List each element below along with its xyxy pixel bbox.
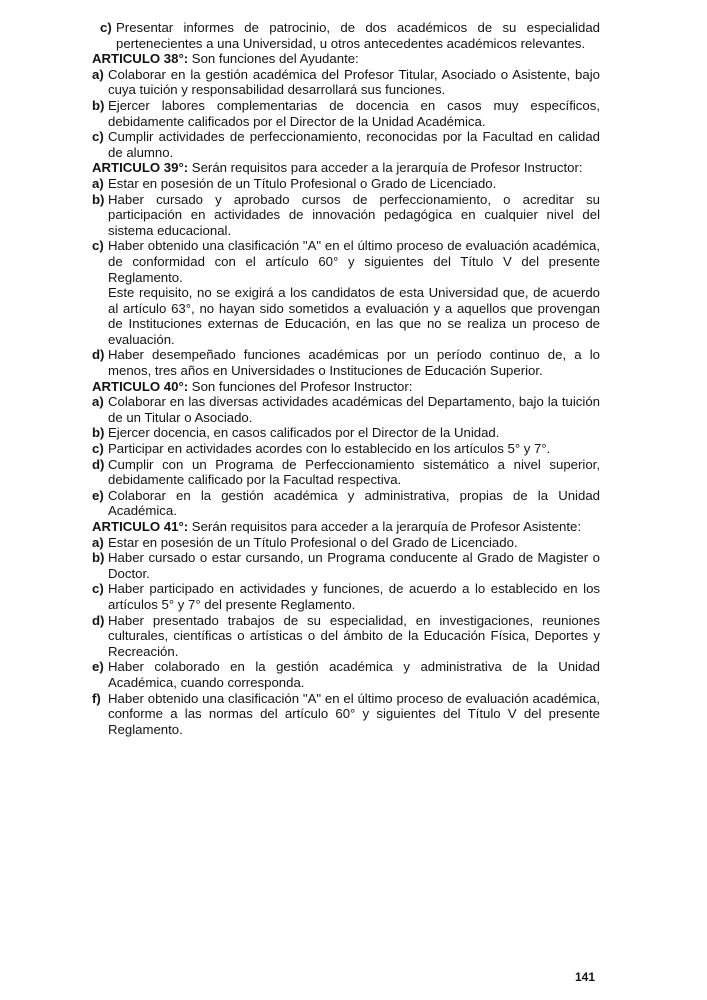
item-label: e): [92, 659, 104, 675]
list-item: [92, 535, 600, 551]
item-label: c): [92, 238, 104, 254]
item-text: Haber colaborado en la gestión académica y administrativa de la Unidad Académica, cuando corresponda.: [108, 659, 600, 690]
item-text: Haber presentado trabajos de su especialidad, en investigaciones, reuniones culturales, científicas o artísticas o del ámbito de la Educación Física, Deportes y Recreación.: [108, 612, 600, 659]
list-item: [92, 347, 600, 378]
article-intro: Son funciones del Ayudante:: [191, 51, 359, 67]
item-text: [108, 238, 600, 347]
article-39-heading: [92, 160, 600, 176]
item-label: d): [92, 612, 105, 628]
article-intro: Serán requisitos para acceder a la jerarquía de Profesor Asistente:: [191, 519, 582, 534]
list-item: [92, 691, 600, 738]
continuation-item: [92, 20, 600, 51]
item-extra-text: Este requisito, no se exigirá a los candidatos de esta Universidad que, de acuerdo al artículo 63°, no hayan sido sometidos a evaluación y a aquellos que provengan de Instituciones externas de Educación, en las que no se realiza un proceso de evaluación.: [108, 285, 600, 347]
item-label: b): [92, 425, 105, 441]
article-title: ARTICULO 39°:: [92, 160, 189, 176]
item-label: e): [92, 487, 104, 503]
list-item: [92, 488, 600, 519]
item-text: Haber participado en actividades y funciones, de acuerdo a lo establecido en los artículos 5° y 7° del presente Reglamento.: [108, 581, 600, 612]
page-number: 141: [575, 970, 596, 984]
list-item: [92, 550, 600, 581]
list-item: [92, 238, 600, 347]
item-text: Estar en posesión de un Título Profesional o del Grado de Licenciado.: [108, 534, 518, 550]
document-page: [92, 20, 600, 737]
list-item: [92, 192, 600, 239]
item-text: Ejercer labores complementarias de docencia en casos muy específicos, debidamente calificados por el Director de la Unidad Académica.: [108, 97, 600, 129]
list-item: [92, 659, 600, 690]
list-item: [92, 67, 600, 98]
list-item: [92, 581, 600, 612]
list-item: [92, 394, 600, 425]
list-item: [92, 425, 600, 441]
item-label: d): [92, 347, 105, 363]
article-intro: Son funciones del Profesor Instructor:: [191, 378, 413, 394]
item-text: Presentar informes de patrocinio, de dos académicos de su especialidad pertenecientes a una Universidad, u otros antecedentes académicos relevantes.: [116, 20, 600, 51]
list-item: [92, 129, 600, 160]
item-text: Participar en actividades acordes con lo establecido en los artículos 5° y 7°.: [108, 441, 551, 457]
article-40-heading: [92, 379, 600, 395]
item-text: Colaborar en la gestión académica y administrativa, propias de la Unidad Académica.: [108, 487, 600, 519]
item-text: Haber obtenido una clasificación "A" en el último proceso de evaluación académica, conforme a las normas del artículo 60° y siguientes del Título V del presente Reglamento.: [108, 690, 600, 737]
item-text: Estar en posesión de un Título Profesional o Grado de Licenciado.: [108, 175, 497, 191]
article-title: ARTICULO 41°:: [92, 519, 189, 534]
article-41-heading: [92, 519, 600, 535]
item-label: a): [92, 534, 104, 550]
item-text: Colaborar en la gestión académica del Profesor Titular, Asociado o Asistente, bajo cuya tuición y responsabilidad desarrollará sus funciones.: [108, 66, 600, 98]
item-label: c): [92, 441, 104, 457]
list-item: [92, 441, 600, 457]
item-label: a): [92, 394, 104, 410]
item-main-text: Haber obtenido una clasificación "A" en el último proceso de evaluación académica, de conformidad con el artículo 60° y siguientes del Título V del presente Reglamento.: [108, 238, 600, 285]
item-label: b): [92, 550, 105, 566]
list-item: [92, 176, 600, 192]
list-item: [92, 457, 600, 488]
article-intro: Serán requisitos para acceder a la jerarquía de Profesor Instructor:: [191, 160, 583, 176]
item-label: b): [92, 97, 105, 113]
item-text: Cumplir actividades de perfeccionamiento, reconocidas por la Facultad en calidad de alumno.: [108, 129, 600, 160]
list-item: [92, 613, 600, 660]
item-text: Colaborar en las diversas actividades académicas del Departamento, bajo la tuición de un Titular o Asociado.: [108, 394, 600, 425]
item-label: b): [92, 191, 105, 207]
list-item: [92, 98, 600, 129]
item-text: Haber cursado o estar cursando, un Programa conducente al Grado de Magister o Doctor.: [108, 550, 600, 581]
item-label: c): [92, 129, 104, 145]
item-text: Haber cursado y aprobado cursos de perfeccionamiento, o acreditar su participación en actividades de innovación pedagógica en cualquier nivel del sistema educacional.: [108, 191, 600, 238]
item-label: d): [92, 456, 105, 472]
item-label: a): [92, 66, 104, 82]
article-title: ARTICULO 40°:: [92, 378, 189, 394]
item-text: Ejercer docencia, en casos calificados por el Director de la Unidad.: [108, 425, 500, 441]
item-text: Haber desempeñado funciones académicas por un período continuo de, a lo menos, tres años en Universidades o Instituciones de Educación Superior.: [108, 347, 600, 379]
item-text: Cumplir con un Programa de Perfeccionamiento sistemático a nivel superior, debidamente calificado por la Facultad respectiva.: [108, 456, 600, 488]
item-label: f): [92, 690, 101, 706]
item-label: a): [92, 175, 104, 191]
article-title: ARTICULO 38°:: [92, 51, 189, 67]
article-38-heading: [92, 51, 600, 67]
item-label: c): [100, 20, 112, 35]
item-label: c): [92, 581, 104, 597]
